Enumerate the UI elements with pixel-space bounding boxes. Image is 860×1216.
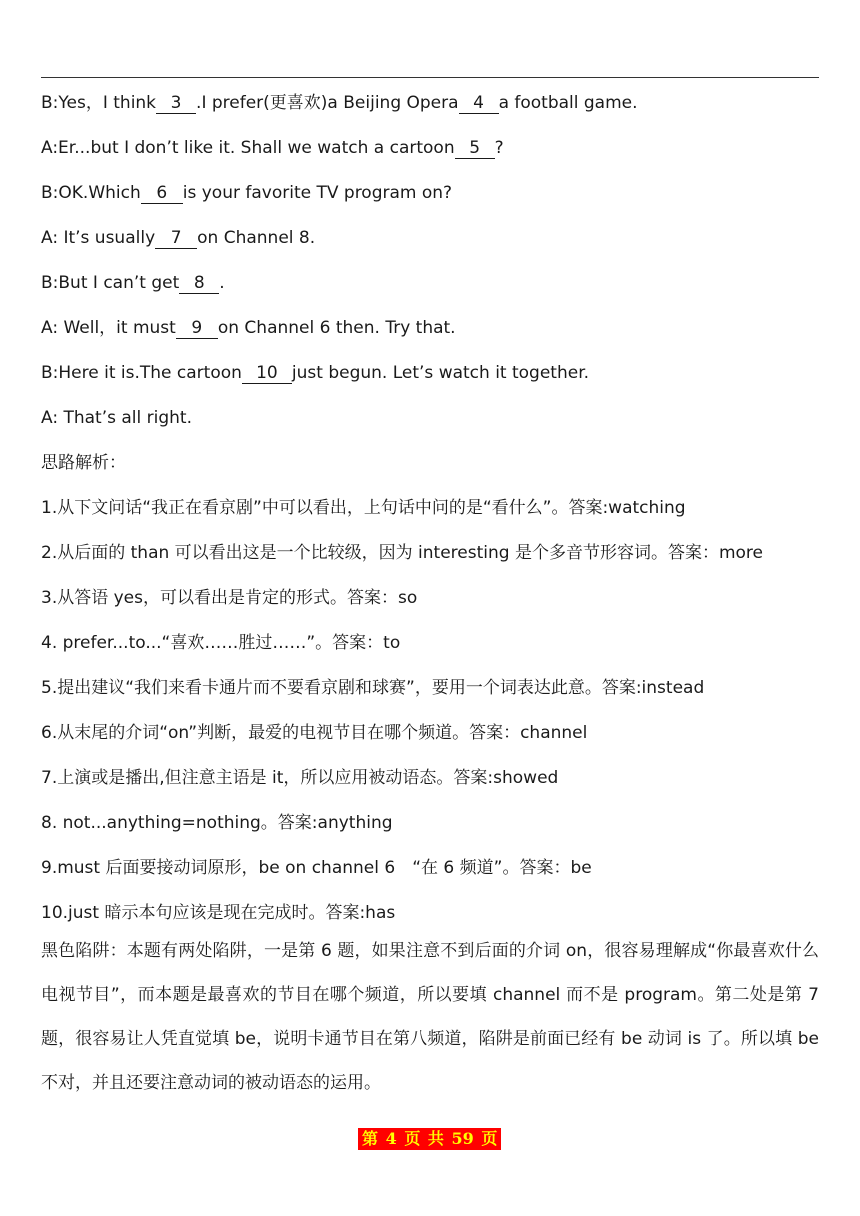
trap-paragraph: 黑色陷阱：本题有两处陷阱，一是第 6 题，如果注意不到后面的介词 on，很容易理解成“你最喜欢什么电视节目”，而本题是最喜欢的节目在哪个频道，所以要填 channel 而不是 program。第二处是第 7 题，很容易让人凭直觉填 be，说明卡通节目在第八频道，陷阱是前面已经有 be 动词 is 了。所以填 be 不对，并且还要注意动词的被动语态的运用。 <box>41 941 819 1093</box>
line-text: B:Yes，I think <box>41 93 157 113</box>
line-text: on Channel 6 then. Try that. <box>217 318 456 338</box>
analysis-item: 8. not...anything=nothing。答案:anything <box>41 813 393 833</box>
footer-gong: 共 <box>427 1129 444 1148</box>
footer-ye: 页 <box>404 1129 421 1148</box>
dialogue-line-9 <box>41 313 821 358</box>
blank-9: 9 <box>176 318 218 339</box>
dialogue-line-7 <box>41 223 821 268</box>
line-text: on Channel 8. <box>197 228 316 248</box>
document-body <box>41 88 821 1119</box>
blank-3: 3 <box>156 93 196 114</box>
blank-8: 8 <box>179 273 219 294</box>
dialogue-line-10 <box>41 358 821 403</box>
analysis-item: 9.must 后面要接动词原形，be on channel 6 “在 6 频道”。答案：be <box>41 858 592 878</box>
dialogue-line-11 <box>41 403 821 448</box>
current-page-number: 4 <box>385 1129 397 1148</box>
header-rule <box>41 77 819 78</box>
blank-5: 5 <box>455 138 495 159</box>
analysis-item: 1.从下文问话“我正在看京剧”中可以看出，上句话中问的是“看什么”。答案:watching <box>41 498 686 518</box>
line-text: a football game. <box>498 93 638 113</box>
blank-4: 4 <box>459 93 499 114</box>
page-number-footer <box>358 1128 501 1150</box>
analysis-item: 7.上演或是播出,但注意主语是 it，所以应用被动语态。答案:showed <box>41 768 559 788</box>
line-text: just begun. Let’s watch it together. <box>291 363 590 383</box>
line-text: A: It’s usually <box>41 228 156 248</box>
footer-di: 第 <box>362 1129 379 1148</box>
line-text: B:But I can’t get <box>41 273 180 293</box>
line-text: ? <box>494 138 504 158</box>
dialogue-line-6 <box>41 178 821 223</box>
line-text: .I prefer(更喜欢)a Beijing Opera <box>196 93 459 113</box>
analysis-item: 3.从答语 yes，可以看出是肯定的形式。答案：so <box>41 588 418 608</box>
line-text: B:Here it is.The cartoon <box>41 363 242 383</box>
line-text: . <box>219 273 225 293</box>
dialogue-line-8 <box>41 268 821 313</box>
blank-7: 7 <box>155 228 197 249</box>
line-text: B:OK.Which <box>41 183 141 203</box>
line-text: A:Er...but I don’t like it. Shall we watch a cartoon <box>41 138 455 158</box>
analysis-heading: 思路解析： <box>41 453 126 473</box>
dialogue-line-5 <box>41 133 821 178</box>
dialogue-line-3 <box>41 88 821 133</box>
line-text: A: That’s all right. <box>41 408 192 428</box>
blank-6: 6 <box>141 183 183 204</box>
line-text: is your favorite TV program on? <box>182 183 453 203</box>
analysis-item: 10.just 暗示本句应该是现在完成时。答案:has <box>41 903 396 923</box>
analysis-item: 2.从后面的 than 可以看出这是一个比较级，因为 interesting 是个多音节形容词。答案：more <box>41 543 764 563</box>
blank-10: 10 <box>242 363 292 384</box>
analysis-item: 4. prefer...to...“喜欢……胜过……”。答案：to <box>41 633 401 653</box>
analysis-item: 5.提出建议“我们来看卡通片而不要看京剧和球赛”，要用一个词表达此意。答案:instead <box>41 678 705 698</box>
total-pages: 59 <box>451 1129 474 1148</box>
analysis-item: 6.从末尾的介词“on”判断，最爱的电视节目在哪个频道。答案：channel <box>41 723 588 743</box>
line-text: A: Well，it must <box>41 318 176 338</box>
footer-ye: 页 <box>481 1129 498 1148</box>
